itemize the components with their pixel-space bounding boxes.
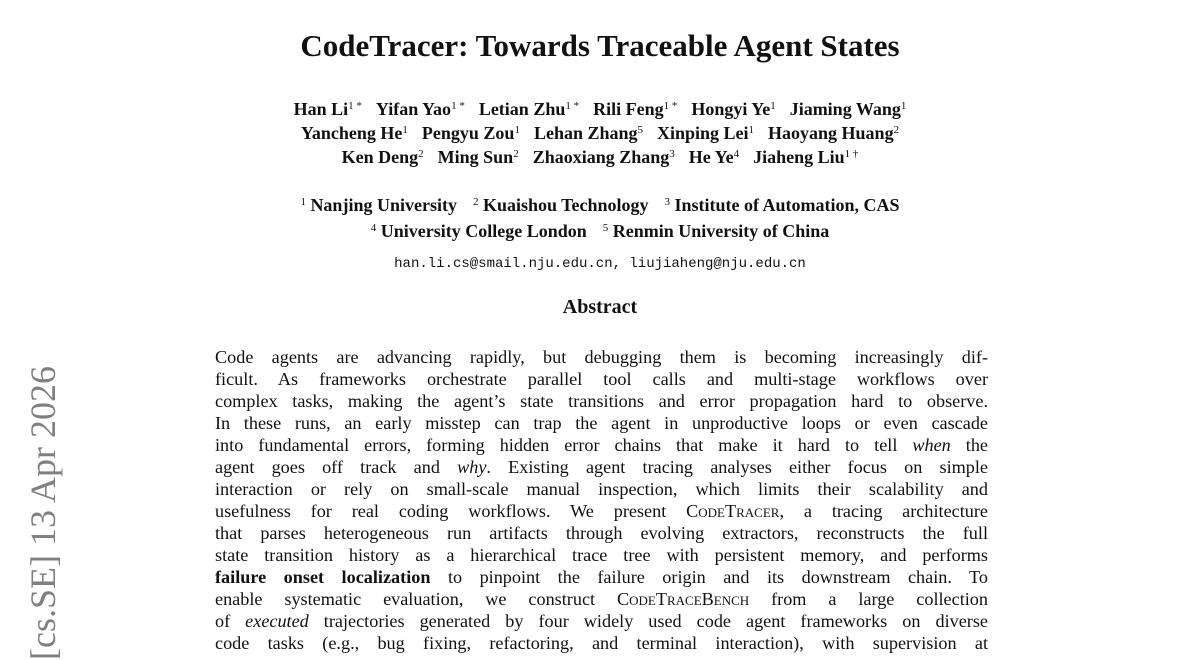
abstract-text: . Existing agent tracing analyses either focus on simple bbox=[486, 457, 988, 477]
author-name: Haoyang Huang bbox=[768, 123, 894, 143]
author-list bbox=[0, 97, 1200, 169]
author-name: Pengyu Zou bbox=[421, 123, 515, 143]
abstract-text: that parses heterogeneous run artifacts through evolving extractors, reconstructs the full bbox=[215, 523, 988, 543]
author-affiliation-mark: 5 bbox=[637, 124, 643, 136]
author-affiliation-mark: 2 bbox=[513, 148, 519, 160]
abstract-text: state transition history as a hierarchical trace tree with persistent memory, and performs bbox=[215, 545, 988, 565]
abstract-text: of bbox=[215, 611, 246, 631]
abstract-text: ficult. As frameworks orchestrate parallel tool calls and multi-stage workflows over bbox=[215, 369, 988, 389]
abstract-heading: Abstract bbox=[562, 296, 638, 318]
author-affiliation-mark: 1 * bbox=[565, 100, 580, 112]
author bbox=[534, 123, 643, 143]
abstract-text: into fundamental errors, forming hidden error chains that make it hard to tell bbox=[215, 435, 913, 455]
abstract-text: In these runs, an early misstep can trap the agent in unproductive loops or even cascade bbox=[215, 413, 988, 433]
abstract-text: code tasks (e.g., bug fixing, refactoring, and terminal interaction), with supervision at bbox=[215, 633, 988, 653]
author-name: Letian Zhu bbox=[478, 99, 566, 119]
author-name: Han Li bbox=[293, 99, 349, 119]
abstract-text: executed bbox=[245, 611, 309, 631]
arxiv-stamp: [cs.SE] 13 Apr 2026 bbox=[23, 366, 63, 660]
author bbox=[768, 123, 899, 143]
abstract-line bbox=[215, 566, 988, 588]
affiliation-list bbox=[0, 192, 1200, 244]
author-row bbox=[0, 145, 1200, 169]
affiliation bbox=[603, 221, 830, 241]
author-affiliation-mark: 1 bbox=[748, 124, 755, 136]
author-affiliation-mark: 1 bbox=[770, 100, 776, 112]
author-row bbox=[0, 121, 1200, 145]
abstract-text: trajectories generated by four widely used code agent frameworks on diverse bbox=[308, 611, 988, 631]
abstract-text: why bbox=[457, 457, 487, 477]
affiliation-row bbox=[0, 192, 1200, 218]
author-affiliation-mark: 4 bbox=[733, 148, 740, 160]
abstract-line bbox=[215, 522, 988, 544]
abstract-line bbox=[215, 478, 988, 500]
paper-title: CodeTracer: Towards Traceable Agent States bbox=[300, 28, 900, 63]
abstract-line bbox=[215, 588, 988, 610]
author bbox=[479, 99, 579, 119]
author-name: Lehan Zhang bbox=[533, 123, 638, 143]
author bbox=[790, 99, 907, 119]
abstract-line bbox=[215, 434, 988, 456]
affiliation-name: Nanjing University bbox=[310, 195, 457, 215]
author-name: Hongyi Ye bbox=[691, 99, 771, 119]
author bbox=[657, 123, 754, 143]
affiliation-name: Kuaishou Technology bbox=[482, 195, 649, 215]
author-name: Rili Feng bbox=[593, 99, 664, 119]
author-name: Yifan Yao bbox=[375, 99, 452, 119]
author-name: He Ye bbox=[688, 147, 734, 167]
author-affiliation-mark: 1 * bbox=[348, 100, 362, 112]
author-name: Jiaheng Liu bbox=[753, 147, 845, 167]
author-affiliation-mark: 1 † bbox=[844, 148, 859, 160]
author-affiliation-mark: 2 bbox=[893, 124, 900, 136]
author-affiliation-mark: 1 bbox=[402, 124, 408, 136]
author-affiliation-mark: 1 * bbox=[663, 100, 678, 112]
author bbox=[342, 147, 424, 167]
author bbox=[294, 99, 362, 119]
affiliation bbox=[473, 195, 649, 215]
affiliation bbox=[665, 195, 900, 215]
abstract-text: Code agents are advancing rapidly, but debugging them is becoming increasingly dif- bbox=[215, 347, 988, 367]
abstract-line bbox=[215, 368, 988, 390]
affiliation-number: 3 bbox=[664, 196, 671, 208]
author-affiliation-mark: 1 * bbox=[451, 100, 465, 112]
author bbox=[533, 147, 675, 167]
affiliation-name: University College London bbox=[380, 221, 587, 241]
author bbox=[689, 147, 739, 167]
abstract-text: when bbox=[912, 435, 951, 455]
author-name: Ming Sun bbox=[437, 147, 514, 167]
author-affiliation-mark: 2 bbox=[418, 148, 424, 160]
affiliation bbox=[371, 221, 587, 241]
affiliation-row bbox=[0, 218, 1200, 244]
abstract-body bbox=[215, 346, 988, 654]
abstract-text: , a tracing architecture bbox=[779, 501, 989, 521]
affiliation-name: Renmin University of China bbox=[612, 221, 830, 241]
abstract-line bbox=[215, 346, 988, 368]
abstract-line bbox=[215, 500, 988, 522]
abstract-text: usefulness for real coding workflows. We present bbox=[215, 501, 687, 521]
author-affiliation-mark: 3 bbox=[669, 148, 675, 160]
abstract-line bbox=[215, 544, 988, 566]
abstract-text: the bbox=[950, 435, 988, 455]
affiliation-number: 4 bbox=[370, 222, 377, 234]
author-name: Jiaming Wang bbox=[789, 99, 901, 119]
author bbox=[691, 99, 775, 119]
abstract-line bbox=[215, 632, 988, 654]
author-name: Yancheng He bbox=[300, 123, 403, 143]
abstract-line bbox=[215, 456, 988, 478]
abstract-text: to pinpoint the failure origin and its downstream chain. To bbox=[430, 567, 988, 587]
abstract-line bbox=[215, 412, 988, 434]
abstract-text: interaction or rely on small-scale manual inspection, which limits their scalability and bbox=[215, 479, 988, 499]
author bbox=[593, 99, 677, 119]
abstract-text: agent goes off track and bbox=[215, 457, 458, 477]
affiliation-name: Institute of Automation, CAS bbox=[674, 195, 900, 215]
abstract-text: CodeTracer bbox=[686, 501, 780, 521]
abstract-line bbox=[215, 610, 988, 632]
author bbox=[753, 147, 858, 167]
author-name: Xinping Lei bbox=[657, 123, 749, 143]
abstract-text: enable systematic evaluation, we construct bbox=[215, 589, 617, 609]
author-affiliation-mark: 1 bbox=[900, 100, 907, 112]
author-name: Ken Deng bbox=[341, 147, 419, 167]
affiliation-number: 2 bbox=[472, 196, 479, 208]
author bbox=[422, 123, 520, 143]
abstract-text: CodeTraceBench bbox=[617, 589, 750, 609]
contact-emails: han.li.cs@smail.nju.edu.cn, liujiaheng@nju.edu.cn bbox=[394, 256, 806, 272]
affiliation-number: 1 bbox=[300, 196, 306, 208]
author bbox=[376, 99, 465, 119]
affiliation bbox=[300, 195, 457, 215]
affiliation-number: 5 bbox=[602, 222, 609, 234]
abstract-text: failure onset localization bbox=[215, 567, 431, 587]
author-name: Zhaoxiang Zhang bbox=[532, 147, 670, 167]
author bbox=[301, 123, 408, 143]
author bbox=[438, 147, 519, 167]
author-row bbox=[0, 97, 1200, 121]
abstract-line bbox=[215, 390, 988, 412]
abstract-text: complex tasks, making the agent’s state transitions and error propagation hard to observe. bbox=[215, 391, 988, 411]
abstract-text: from a large collection bbox=[749, 589, 988, 609]
author-affiliation-mark: 1 bbox=[514, 124, 520, 136]
